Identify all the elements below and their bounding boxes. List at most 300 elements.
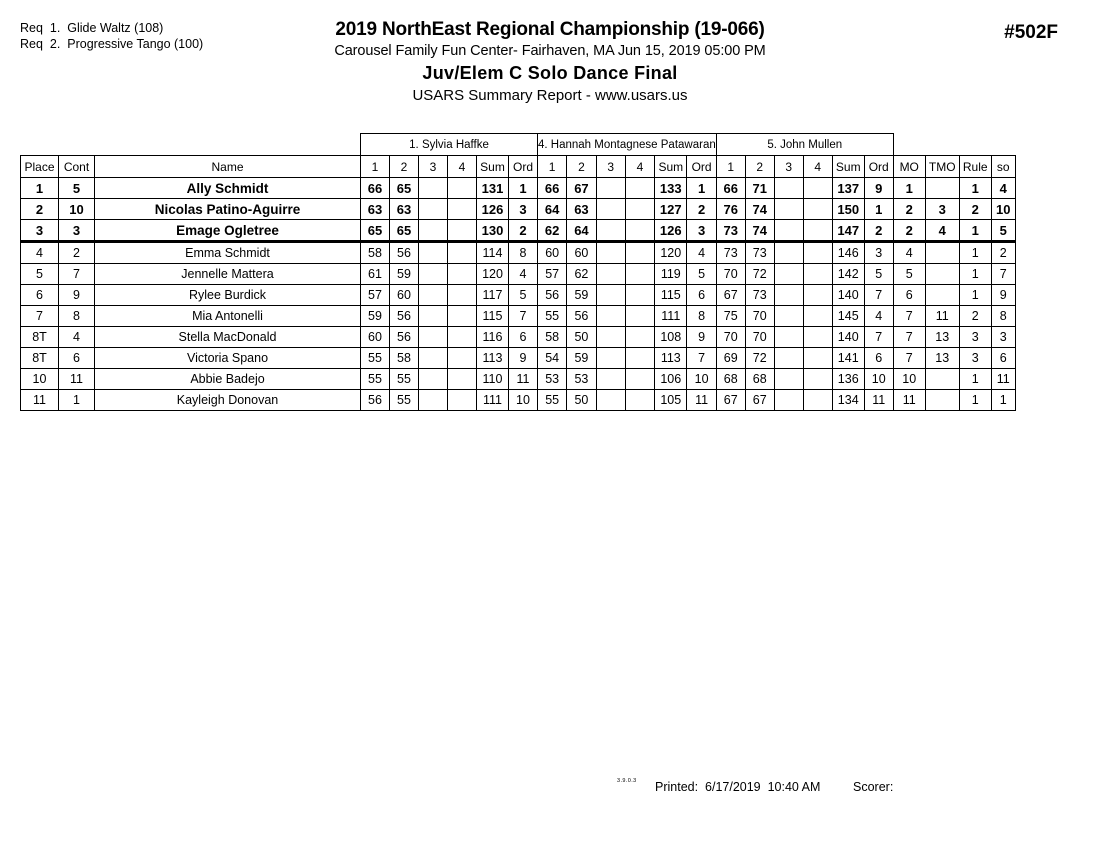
table-row[interactable] — [21, 264, 1016, 285]
header-j5-s3: 3 — [774, 156, 803, 178]
cell-j4-score-2: 56 — [567, 306, 596, 327]
cell-contestant-number: 11 — [59, 369, 95, 390]
cell-j4-sum: 106 — [655, 369, 687, 390]
cell-j4-score-3 — [596, 220, 625, 242]
cell-j1-score-2: 55 — [390, 390, 419, 411]
scorer-label: Scorer: — [853, 780, 894, 794]
table-row[interactable] — [21, 348, 1016, 369]
cell-tmo — [925, 390, 959, 411]
cell-j4-ord: 2 — [687, 199, 716, 220]
cell-j1-ord: 9 — [509, 348, 538, 369]
cell-j4-score-2: 64 — [567, 220, 596, 242]
cell-j1-score-4 — [448, 264, 477, 285]
cell-j1-score-1: 57 — [361, 285, 390, 306]
cell-j5-ord: 6 — [864, 348, 893, 369]
header-j1-s2: 2 — [390, 156, 419, 178]
table-row[interactable] — [21, 178, 1016, 199]
cell-tmo: 13 — [925, 348, 959, 369]
cell-so: 1 — [991, 390, 1015, 411]
cell-j4-score-1: 60 — [538, 242, 567, 264]
cell-j4-score-3 — [596, 390, 625, 411]
cell-tmo: 11 — [925, 306, 959, 327]
cell-so: 10 — [991, 199, 1015, 220]
judge-name-3: 5. John Mullen — [716, 134, 893, 156]
cell-j1-score-1: 61 — [361, 264, 390, 285]
cell-skater-name: Abbie Badejo — [95, 369, 361, 390]
cell-skater-name: Ally Schmidt — [95, 178, 361, 199]
cell-j1-score-3 — [419, 242, 448, 264]
cell-j4-score-1: 66 — [538, 178, 567, 199]
cell-j4-ord: 7 — [687, 348, 716, 369]
cell-j1-score-2: 65 — [390, 178, 419, 199]
cell-place: 8T — [21, 348, 59, 369]
cell-j1-score-4 — [448, 178, 477, 199]
cell-j1-score-2: 56 — [390, 242, 419, 264]
header-j4-s2: 2 — [567, 156, 596, 178]
cell-j5-ord: 4 — [864, 306, 893, 327]
cell-j1-score-4 — [448, 390, 477, 411]
cell-skater-name: Stella MacDonald — [95, 327, 361, 348]
judge-name-1: 1. Sylvia Haffke — [361, 134, 538, 156]
cell-j5-ord: 9 — [864, 178, 893, 199]
cell-j5-score-1: 66 — [716, 178, 745, 199]
cell-j1-score-4 — [448, 306, 477, 327]
cell-j1-ord: 3 — [509, 199, 538, 220]
cell-contestant-number: 6 — [59, 348, 95, 369]
header-j5-s2: 2 — [745, 156, 774, 178]
header-j5-ord: Ord — [864, 156, 893, 178]
cell-j5-score-3 — [774, 306, 803, 327]
cell-j5-score-3 — [774, 369, 803, 390]
header-j5-sum: Sum — [832, 156, 864, 178]
cell-j1-score-3 — [419, 199, 448, 220]
cell-rule: 2 — [959, 306, 991, 327]
cell-j1-score-3 — [419, 390, 448, 411]
cell-rule: 1 — [959, 285, 991, 306]
cell-j1-ord: 8 — [509, 242, 538, 264]
cell-j5-score-4 — [803, 369, 832, 390]
cell-j5-score-4 — [803, 199, 832, 220]
cell-j4-sum: 127 — [655, 199, 687, 220]
cell-j5-score-3 — [774, 327, 803, 348]
cell-j5-score-1: 67 — [716, 285, 745, 306]
cell-j4-score-1: 58 — [538, 327, 567, 348]
cell-j4-ord: 4 — [687, 242, 716, 264]
cell-j4-score-4 — [625, 306, 654, 327]
cell-j5-score-2: 68 — [745, 369, 774, 390]
requirement-line: Req 2. Progressive Tango (100) — [20, 37, 204, 51]
table-row[interactable] — [21, 220, 1016, 242]
cell-j1-score-3 — [419, 285, 448, 306]
cell-j1-score-4 — [448, 348, 477, 369]
cell-skater-name: Kayleigh Donovan — [95, 390, 361, 411]
cell-contestant-number: 5 — [59, 178, 95, 199]
cell-tmo — [925, 178, 959, 199]
cell-j4-score-4 — [625, 220, 654, 242]
cell-j1-score-3 — [419, 348, 448, 369]
cell-j1-score-4 — [448, 242, 477, 264]
cell-j5-ord: 1 — [864, 199, 893, 220]
cell-j5-score-2: 72 — [745, 264, 774, 285]
cell-contestant-number: 8 — [59, 306, 95, 327]
cell-j1-score-4 — [448, 285, 477, 306]
cell-j5-score-1: 75 — [716, 306, 745, 327]
cell-j1-sum: 116 — [477, 327, 509, 348]
cell-j1-score-1: 65 — [361, 220, 390, 242]
cell-j4-score-3 — [596, 306, 625, 327]
cell-j1-score-4 — [448, 369, 477, 390]
event-code-label: #502F — [1004, 22, 1058, 43]
cell-j4-score-2: 60 — [567, 242, 596, 264]
header-j5-s1: 1 — [716, 156, 745, 178]
cell-place: 5 — [21, 264, 59, 285]
cell-rule: 1 — [959, 220, 991, 242]
cell-j1-ord: 1 — [509, 178, 538, 199]
cell-tmo: 3 — [925, 199, 959, 220]
cell-j4-sum: 111 — [655, 306, 687, 327]
cell-j1-score-2: 56 — [390, 306, 419, 327]
cell-so: 9 — [991, 285, 1015, 306]
cell-j4-score-3 — [596, 327, 625, 348]
cell-skater-name: Emma Schmidt — [95, 242, 361, 264]
cell-j5-score-3 — [774, 199, 803, 220]
cell-j5-sum: 136 — [832, 369, 864, 390]
cell-j4-score-2: 59 — [567, 285, 596, 306]
cell-j1-score-2: 63 — [390, 199, 419, 220]
event-title: 2019 NorthEast Regional Championship (19-066) — [335, 19, 765, 40]
cell-j1-score-3 — [419, 264, 448, 285]
cell-j5-score-3 — [774, 264, 803, 285]
header-rule: Rule — [959, 156, 991, 178]
cell-j5-sum: 147 — [832, 220, 864, 242]
header-name: Name — [95, 156, 361, 178]
cell-place: 1 — [21, 178, 59, 199]
cell-j4-score-4 — [625, 285, 654, 306]
cell-j5-score-4 — [803, 348, 832, 369]
cell-j1-score-3 — [419, 220, 448, 242]
cell-so: 4 — [991, 178, 1015, 199]
cell-j4-sum: 108 — [655, 327, 687, 348]
cell-j5-sum: 142 — [832, 264, 864, 285]
header-j1-sum: Sum — [477, 156, 509, 178]
table-row[interactable] — [21, 327, 1016, 348]
cell-mo: 4 — [893, 242, 925, 264]
cell-j5-score-4 — [803, 306, 832, 327]
cell-mo: 7 — [893, 348, 925, 369]
cell-contestant-number: 10 — [59, 199, 95, 220]
cell-j1-score-3 — [419, 327, 448, 348]
header-tmo: TMO — [925, 156, 959, 178]
cell-contestant-number: 9 — [59, 285, 95, 306]
cell-tmo — [925, 264, 959, 285]
cell-j4-sum: 119 — [655, 264, 687, 285]
cell-j4-ord: 8 — [687, 306, 716, 327]
cell-j4-sum: 133 — [655, 178, 687, 199]
cell-so: 7 — [991, 264, 1015, 285]
header-j1-s1: 1 — [361, 156, 390, 178]
cell-contestant-number: 1 — [59, 390, 95, 411]
cell-j1-score-3 — [419, 178, 448, 199]
cell-j5-score-4 — [803, 220, 832, 242]
cell-j1-score-2: 58 — [390, 348, 419, 369]
table-row[interactable] — [21, 390, 1016, 411]
cell-j5-score-1: 73 — [716, 220, 745, 242]
cell-j4-score-2: 53 — [567, 369, 596, 390]
cell-contestant-number: 3 — [59, 220, 95, 242]
cell-j5-score-4 — [803, 178, 832, 199]
cell-j4-sum: 115 — [655, 285, 687, 306]
header-place: Place — [21, 156, 59, 178]
cell-j4-ord: 5 — [687, 264, 716, 285]
cell-j1-sum: 117 — [477, 285, 509, 306]
table-row[interactable] — [21, 369, 1016, 390]
cell-j1-sum: 131 — [477, 178, 509, 199]
cell-j5-sum: 134 — [832, 390, 864, 411]
cell-j5-score-2: 71 — [745, 178, 774, 199]
cell-j1-score-2: 55 — [390, 369, 419, 390]
results-table-container — [20, 133, 1016, 411]
header-so: so — [991, 156, 1015, 178]
cell-j5-score-3 — [774, 390, 803, 411]
cell-j1-score-1: 55 — [361, 369, 390, 390]
cell-j1-sum: 110 — [477, 369, 509, 390]
cell-skater-name: Mia Antonelli — [95, 306, 361, 327]
cell-j5-sum: 145 — [832, 306, 864, 327]
cell-j5-score-3 — [774, 348, 803, 369]
cell-j1-ord: 7 — [509, 306, 538, 327]
cell-place: 3 — [21, 220, 59, 242]
cell-j5-ord: 7 — [864, 327, 893, 348]
cell-j4-score-1: 57 — [538, 264, 567, 285]
cell-j4-ord: 10 — [687, 369, 716, 390]
cell-mo: 6 — [893, 285, 925, 306]
header-j4-s1: 1 — [538, 156, 567, 178]
cell-j5-score-1: 68 — [716, 369, 745, 390]
cell-mo: 10 — [893, 369, 925, 390]
cell-j5-score-2: 67 — [745, 390, 774, 411]
cell-j4-score-3 — [596, 348, 625, 369]
cell-rule: 1 — [959, 369, 991, 390]
cell-contestant-number: 2 — [59, 242, 95, 264]
cell-j4-score-2: 62 — [567, 264, 596, 285]
cell-j5-sum: 146 — [832, 242, 864, 264]
cell-mo: 5 — [893, 264, 925, 285]
judge-banner-spacer — [21, 134, 361, 156]
cell-so: 3 — [991, 327, 1015, 348]
cell-j1-sum: 115 — [477, 306, 509, 327]
header-j4-ord: Ord — [687, 156, 716, 178]
cell-j5-score-4 — [803, 264, 832, 285]
cell-j5-score-1: 70 — [716, 327, 745, 348]
cell-tmo — [925, 242, 959, 264]
cell-j1-sum: 130 — [477, 220, 509, 242]
cell-j5-sum: 141 — [832, 348, 864, 369]
header-cont: Cont — [59, 156, 95, 178]
cell-j1-score-1: 55 — [361, 348, 390, 369]
cell-j5-ord: 2 — [864, 220, 893, 242]
header-j1-ord: Ord — [509, 156, 538, 178]
cell-j1-score-4 — [448, 327, 477, 348]
cell-skater-name: Jennelle Mattera — [95, 264, 361, 285]
cell-j4-score-2: 63 — [567, 199, 596, 220]
cell-j5-sum: 140 — [832, 285, 864, 306]
cell-j1-score-2: 56 — [390, 327, 419, 348]
cell-j1-score-1: 63 — [361, 199, 390, 220]
cell-place: 11 — [21, 390, 59, 411]
cell-j4-score-2: 50 — [567, 390, 596, 411]
cell-j1-sum: 114 — [477, 242, 509, 264]
header-j1-s3: 3 — [419, 156, 448, 178]
cell-j5-score-2: 70 — [745, 306, 774, 327]
printed-timestamp: Printed: 6/17/2019 10:40 AM — [655, 780, 821, 794]
cell-place: 2 — [21, 199, 59, 220]
cell-j4-score-3 — [596, 369, 625, 390]
cell-mo: 7 — [893, 327, 925, 348]
cell-j4-score-1: 56 — [538, 285, 567, 306]
cell-place: 8T — [21, 327, 59, 348]
cell-j5-sum: 137 — [832, 178, 864, 199]
cell-j4-ord: 6 — [687, 285, 716, 306]
cell-j5-score-2: 70 — [745, 327, 774, 348]
cell-j1-score-1: 66 — [361, 178, 390, 199]
cell-j5-score-3 — [774, 220, 803, 242]
cell-so: 6 — [991, 348, 1015, 369]
cell-j5-score-2: 72 — [745, 348, 774, 369]
header-j4-s3: 3 — [596, 156, 625, 178]
cell-j4-score-1: 64 — [538, 199, 567, 220]
cell-j5-sum: 150 — [832, 199, 864, 220]
cell-skater-name: Victoria Spano — [95, 348, 361, 369]
cell-j4-score-1: 53 — [538, 369, 567, 390]
cell-j1-score-1: 56 — [361, 390, 390, 411]
cell-j5-ord: 5 — [864, 264, 893, 285]
cell-mo: 11 — [893, 390, 925, 411]
judge-banner-spacer-right — [893, 134, 1015, 156]
cell-j4-score-1: 62 — [538, 220, 567, 242]
cell-j5-ord: 11 — [864, 390, 893, 411]
cell-j1-score-3 — [419, 369, 448, 390]
cell-j1-sum: 113 — [477, 348, 509, 369]
table-row[interactable] — [21, 242, 1016, 264]
cell-j5-score-4 — [803, 390, 832, 411]
cell-skater-name: Emage Ogletree — [95, 220, 361, 242]
cell-j4-ord: 11 — [687, 390, 716, 411]
cell-j1-ord: 5 — [509, 285, 538, 306]
cell-j4-score-4 — [625, 178, 654, 199]
cell-j1-score-4 — [448, 220, 477, 242]
cell-j5-sum: 140 — [832, 327, 864, 348]
results-table — [20, 133, 1016, 411]
column-header-row — [21, 156, 1016, 178]
cell-rule: 1 — [959, 242, 991, 264]
cell-j5-score-3 — [774, 242, 803, 264]
cell-j5-ord: 7 — [864, 285, 893, 306]
cell-rule: 1 — [959, 390, 991, 411]
cell-j1-score-3 — [419, 306, 448, 327]
header-j4-sum: Sum — [655, 156, 687, 178]
cell-j5-score-3 — [774, 285, 803, 306]
header-mo: MO — [893, 156, 925, 178]
cell-j1-ord: 6 — [509, 327, 538, 348]
cell-mo: 1 — [893, 178, 925, 199]
header-j5-s4: 4 — [803, 156, 832, 178]
cell-j4-score-2: 67 — [567, 178, 596, 199]
table-row[interactable] — [21, 285, 1016, 306]
cell-mo: 7 — [893, 306, 925, 327]
cell-j1-score-1: 59 — [361, 306, 390, 327]
cell-j5-score-4 — [803, 285, 832, 306]
cell-j1-ord: 10 — [509, 390, 538, 411]
cell-j4-score-1: 55 — [538, 390, 567, 411]
cell-contestant-number: 7 — [59, 264, 95, 285]
cell-place: 7 — [21, 306, 59, 327]
judge-name-2: 4. Hannah Montagnese Patawaran — [538, 134, 717, 156]
cell-place: 6 — [21, 285, 59, 306]
table-row[interactable] — [21, 306, 1016, 327]
cell-j5-score-1: 67 — [716, 390, 745, 411]
cell-j5-score-2: 73 — [745, 242, 774, 264]
cell-j4-score-4 — [625, 242, 654, 264]
cell-j4-score-2: 59 — [567, 348, 596, 369]
cell-j4-score-3 — [596, 199, 625, 220]
cell-rule: 1 — [959, 264, 991, 285]
cell-j5-score-1: 76 — [716, 199, 745, 220]
judge-banner-row — [21, 134, 1016, 156]
cell-j5-score-3 — [774, 178, 803, 199]
report-version-label: 3.9.0.3 — [617, 778, 637, 784]
cell-skater-name: Rylee Burdick — [95, 285, 361, 306]
cell-j4-ord: 9 — [687, 327, 716, 348]
cell-j5-score-1: 70 — [716, 264, 745, 285]
cell-tmo: 13 — [925, 327, 959, 348]
division-title: Juv/Elem C Solo Dance Final — [422, 63, 678, 83]
cell-tmo — [925, 285, 959, 306]
cell-j4-score-3 — [596, 285, 625, 306]
table-row[interactable] — [21, 199, 1016, 220]
cell-so: 5 — [991, 220, 1015, 242]
cell-j1-sum: 126 — [477, 199, 509, 220]
cell-j4-ord: 1 — [687, 178, 716, 199]
cell-contestant-number: 4 — [59, 327, 95, 348]
cell-j4-ord: 3 — [687, 220, 716, 242]
cell-mo: 2 — [893, 220, 925, 242]
cell-j5-score-2: 74 — [745, 199, 774, 220]
cell-j5-ord: 3 — [864, 242, 893, 264]
cell-rule: 3 — [959, 327, 991, 348]
cell-rule: 3 — [959, 348, 991, 369]
cell-j4-score-4 — [625, 348, 654, 369]
cell-j1-score-1: 58 — [361, 242, 390, 264]
cell-so: 2 — [991, 242, 1015, 264]
cell-j4-score-3 — [596, 264, 625, 285]
cell-j1-ord: 11 — [509, 369, 538, 390]
cell-j5-score-2: 74 — [745, 220, 774, 242]
cell-j4-score-4 — [625, 369, 654, 390]
cell-tmo: 4 — [925, 220, 959, 242]
cell-tmo — [925, 369, 959, 390]
venue-datetime-line: Carousel Family Fun Center- Fairhaven, MA Jun 15, 2019 05:00 PM — [334, 43, 766, 59]
report-source-line: USARS Summary Report - www.usars.us — [412, 87, 688, 104]
cell-j4-sum: 126 — [655, 220, 687, 242]
cell-j1-score-2: 60 — [390, 285, 419, 306]
cell-j4-score-1: 54 — [538, 348, 567, 369]
cell-j4-score-4 — [625, 199, 654, 220]
cell-j4-sum: 113 — [655, 348, 687, 369]
cell-j5-score-2: 73 — [745, 285, 774, 306]
cell-j4-score-4 — [625, 327, 654, 348]
cell-so: 8 — [991, 306, 1015, 327]
cell-skater-name: Nicolas Patino-Aguirre — [95, 199, 361, 220]
